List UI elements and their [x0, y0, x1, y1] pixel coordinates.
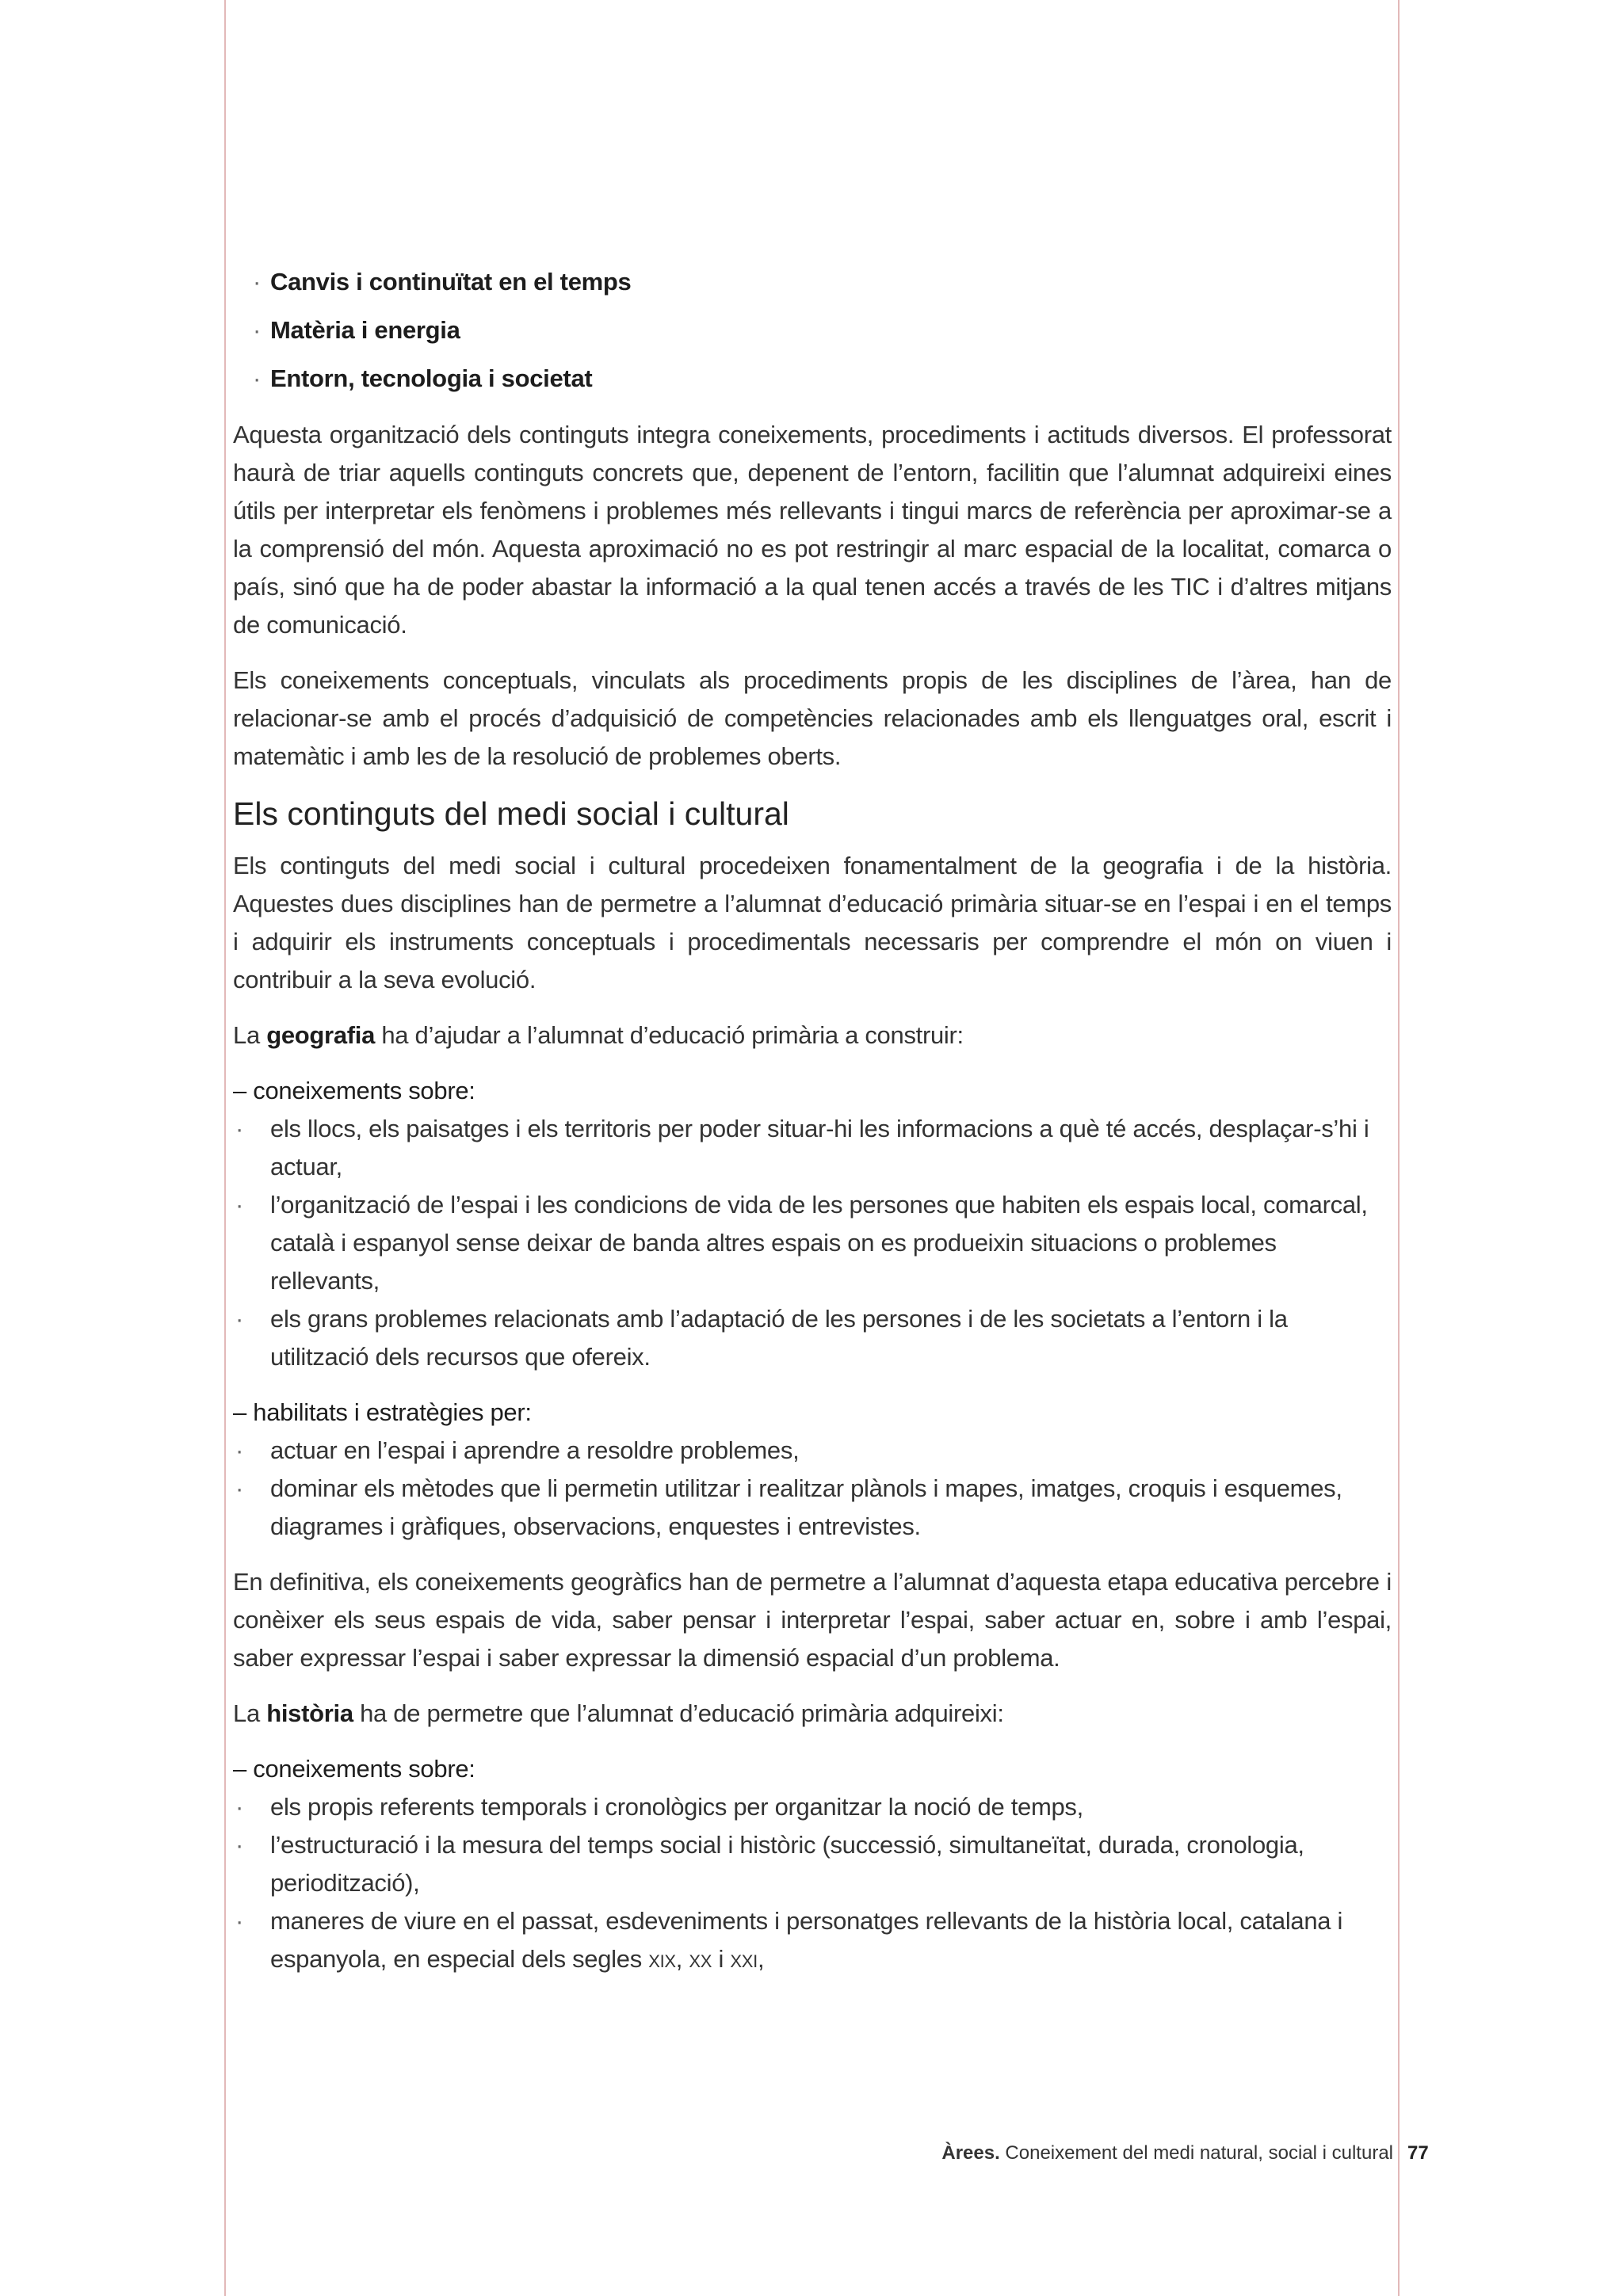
list-item: · maneres de viure en el passat, esdeveniments i personatges rellevants de la història local, catalana i espanyola, en especial dels segles xix, xx i xxi, [253, 1902, 1392, 1978]
topic-list [253, 263, 1392, 408]
left-margin-rule [224, 0, 226, 2296]
page-content [233, 263, 1392, 1996]
bullet-dot: · [235, 1191, 244, 1219]
bullet-dot: · [235, 1115, 244, 1142]
footer-title: Coneixement del medi natural, social i cultural [999, 2142, 1393, 2164]
topic-item: · Entorn, tecnologia i societat [253, 360, 1392, 408]
list-item: · dominar els mètodes que li permetin utilitzar i realitzar plànols i mapes, imatges, croquis i esquemes, diagrames i gràfiques, observacions, enquestes i entrevistes. [253, 1470, 1392, 1546]
bullet-dot: · [235, 1305, 244, 1333]
list-item: · l’organització de l’espai i les condicions de vida de les persones que habiten els espais local, comarcal, català i espanyol sense deixar de banda altres espais on es produeixin situacions o problemes rellevants, [253, 1186, 1392, 1300]
topic-item: · Canvis i continuïtat en el temps [253, 263, 1392, 311]
list-item: · l’estructuració i la mesura del temps social i històric (successió, simultaneïtat, durada, cronologia, periodització), [253, 1826, 1392, 1902]
bullet-dot: · [235, 1474, 244, 1502]
right-margin-rule [1398, 0, 1400, 2296]
list-item: · els llocs, els paisatges i els territoris per poder situar-hi les informacions a què té accés, desplaçar-s’hi i actuar, [253, 1110, 1392, 1186]
century-xx: xx [689, 1945, 712, 1973]
list-heading: – coneixements sobre: [233, 1077, 475, 1104]
paragraph-concepts: Els coneixements conceptuals, vinculats als procediments propis de les disciplines de l’àrea, han de relacionar-se amb el procés d’adquisició de competències relacionades amb els llenguatges oral, escrit i matemàtic i amb les de la resolució de problemes oberts. [233, 666, 1392, 770]
bullet-dot: · [253, 316, 262, 344]
history-knowledge-group [233, 1750, 1392, 1978]
list-heading: – habilitats i estratègies per: [233, 1398, 532, 1426]
geography-skills-group [233, 1394, 1392, 1546]
bullet-dot: · [235, 1831, 244, 1859]
bullet-dot: · [253, 268, 262, 296]
paragraph-organization: Aquesta organització dels continguts integra coneixements, procediments i actituds diversos. El professorat haurà de triar aquells continguts concrets que, depenent de l’entorn, facilitin que l’alumnat adquireixi eines útils per interpretar els fenòmens i problemes més rellevants i tingui marcs de referència per aproximar-se a la comprensió del món. Aquesta aproximació no es pot restringir al marc espacial de la localitat, comarca o país, sinó que ha de poder abastar la informació a la qual tenen accés a través de les TIC i d’altres mitjans de comunicació. [233, 421, 1392, 639]
history-intro: La història ha de permetre que l’alumnat d’educació primària adquireixi: [233, 1699, 1004, 1727]
bullet-dot: · [235, 1793, 244, 1821]
list-heading: – coneixements sobre: [233, 1755, 475, 1783]
paragraph-social-content: Els continguts del medi social i cultural procedeixen fonamentalment de la geografia i de la història. Aquestes dues disciplines han de permetre a l’alumnat d’educació primària situar-se en l’espai i en el temps i adquirir els instruments conceptuals i procedimentals necessaris per comprendre el món on viuen i contribuir a la seva evolució. [233, 852, 1392, 994]
page-number: 77 [1407, 2142, 1429, 2164]
paragraph-geography-summary: En definitiva, els coneixements geogràfics han de permetre a l’alumnat d’aquesta etapa educativa percebre i conèixer els seus espais de vida, saber pensar i interpretar l’espai, saber actuar en, sobre i amb l’espai, saber expressar l’espai i saber expressar la dimensió espacial d’un problema. [233, 1568, 1392, 1672]
bullet-dot: · [235, 1436, 244, 1464]
section-heading: Els continguts del medi social i cultural [233, 795, 789, 832]
footer-section: Àrees. [941, 2142, 1000, 2164]
bullet-dot: · [235, 1907, 244, 1935]
topic-item: · Matèria i energia [253, 311, 1392, 360]
geography-intro: La geografia ha d’ajudar a l’alumnat d’educació primària a construir: [233, 1021, 964, 1049]
century-xix: xix [648, 1945, 676, 1973]
list-item: · els grans problemes relacionats amb l’adaptació de les persones i de les societats a l’entorn i la utilització dels recursos que ofereix. [253, 1300, 1392, 1376]
geography-knowledge-group [233, 1072, 1392, 1376]
geography-term: geografia [266, 1021, 376, 1049]
list-item: · actuar en l’espai i aprendre a resoldre problemes, [253, 1432, 1392, 1470]
list-item: · els propis referents temporals i cronològics per organitzar la noció de temps, [253, 1788, 1392, 1826]
running-footer [941, 2140, 1393, 2167]
century-xxi: xxi [730, 1945, 758, 1973]
history-term: història [266, 1699, 353, 1727]
bullet-dot: · [253, 364, 262, 392]
